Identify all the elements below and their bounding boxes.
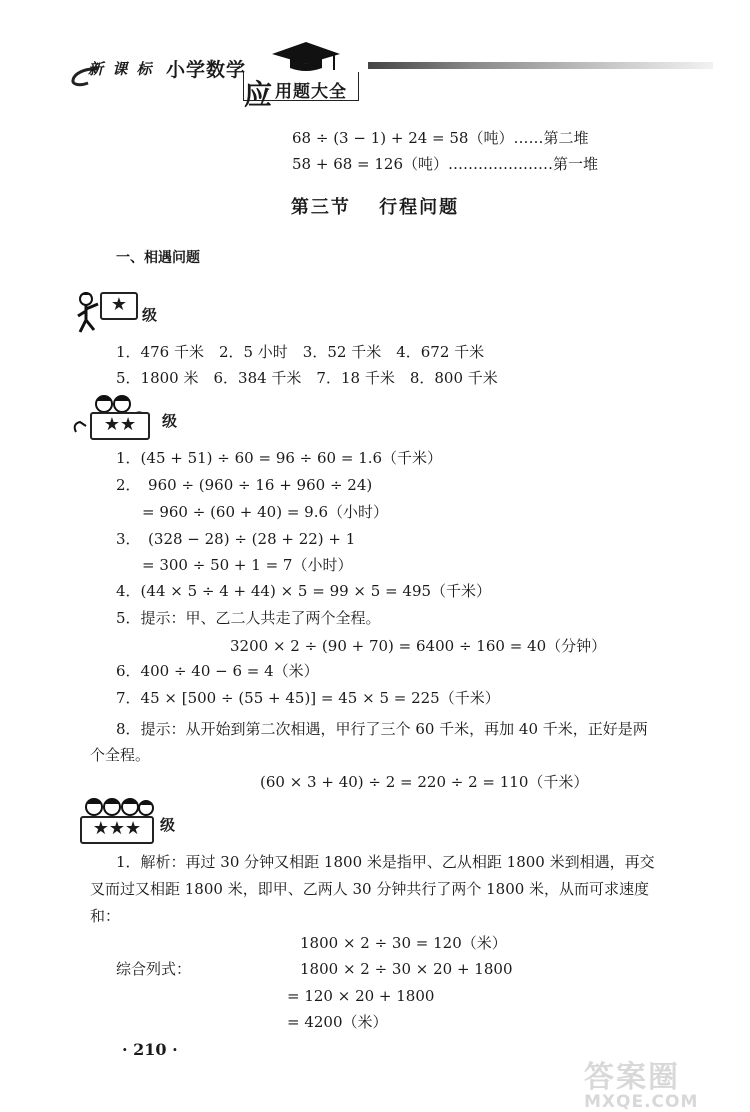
header-title-rest: 用题大全 <box>275 82 347 102</box>
level2-stars-badge <box>90 412 150 440</box>
level2-line-2: 2． 960 ÷ (960 ÷ 16 + 960 ÷ 24) <box>116 476 373 494</box>
header-big-char: 应 <box>244 78 273 111</box>
prev-line-2: 58 + 68 = 126（吨）…………………第一堆 <box>292 155 599 173</box>
section-name: 行程问题 <box>379 197 460 218</box>
header-subject: 小学数学 <box>166 59 247 81</box>
level2-line-4: 3． (328 − 28) ÷ (28 + 22) + 1 <box>116 530 356 548</box>
level2-label: 级 <box>162 412 178 430</box>
level2-line-3: = 960 ÷ (60 + 40) = 9.6（小时） <box>142 503 389 521</box>
graduation-cap-icon <box>270 40 342 78</box>
watermark-bottom: MXQE.COM <box>584 1092 699 1112</box>
page-number: · 210 · <box>122 1040 178 1059</box>
level3-stars: ★★★ <box>92 818 142 839</box>
level3-label: 级 <box>160 816 176 834</box>
level3-stars-badge <box>80 816 154 844</box>
level3-line-7: = 120 × 20 + 1800 <box>287 987 435 1005</box>
section-title <box>0 193 750 219</box>
level2-line-11: 8．提示：从开始到第二次相遇，甲行了三个 60 千米，再加 40 千米，正好是两 <box>116 720 648 738</box>
prev-line-1: 68 ÷ (3 − 1) + 24 = 58（吨）……第二堆 <box>292 129 589 147</box>
level1-label: 级 <box>142 306 158 324</box>
level2-line-6: 4．(44 × 5 ÷ 4 + 44) × 5 = 99 × 5 = 495（千米） <box>116 582 492 600</box>
level3-line-2: 叉而过又相距 1800 米，即甲、乙两人 30 分钟共行了两个 1800 米，从而可求速度 <box>90 880 650 898</box>
level2-stars: ★★ <box>103 414 137 435</box>
level3-line-4: 1800 × 2 ÷ 30 = 120（米） <box>300 934 507 952</box>
level2-line-1: 1．(45 + 51) ÷ 60 = 96 ÷ 60 = 1.6（千米） <box>116 449 443 467</box>
level3-line-1: 1．解析：再过 30 分钟又相距 1800 米是指甲、乙从相距 1800 米到相遇，再交 <box>116 853 655 871</box>
level3-line-5: 综合列式： <box>116 960 192 978</box>
level2-line-5: = 300 ÷ 50 + 1 = 7（小时） <box>142 556 353 574</box>
subsection-heading: 一、相遇问题 <box>116 250 200 266</box>
level1-stars-badge <box>100 292 138 320</box>
header-series: 新 课 标 <box>88 60 154 78</box>
watermark-top: 答案圈 <box>584 1060 680 1095</box>
level2-line-13: (60 × 3 + 40) ÷ 2 = 220 ÷ 2 = 110（千米） <box>260 773 589 791</box>
watermark <box>584 1052 698 1112</box>
header-gradient-bar <box>368 62 713 69</box>
level3-line-3: 和： <box>90 907 121 925</box>
level2-line-12: 个全程。 <box>90 746 151 764</box>
level2-line-7: 5．提示：甲、乙二人共走了两个全程。 <box>116 609 381 627</box>
level3-line-8: = 4200（米） <box>287 1013 388 1031</box>
level3-line-6: 1800 × 2 ÷ 30 × 20 + 1800 <box>300 960 513 978</box>
level1-line-2: 5．1800 米 6．384 千米 7．18 千米 8．800 千米 <box>116 369 498 387</box>
level1-stars: ★ <box>110 294 128 315</box>
level1-line-1: 1．476 千米 2．5 小时 3．52 千米 4．672 千米 <box>116 343 485 361</box>
level2-line-9: 6．400 ÷ 40 − 6 = 4（米） <box>116 662 319 680</box>
level2-line-8: 3200 × 2 ÷ (90 + 70) = 6400 ÷ 160 = 40（分钟） <box>230 637 607 655</box>
level2-line-10: 7．45 × [500 ÷ (55 + 45)] = 45 × 5 = 225（千米） <box>116 689 500 707</box>
section-label: 第三节 <box>290 197 351 218</box>
